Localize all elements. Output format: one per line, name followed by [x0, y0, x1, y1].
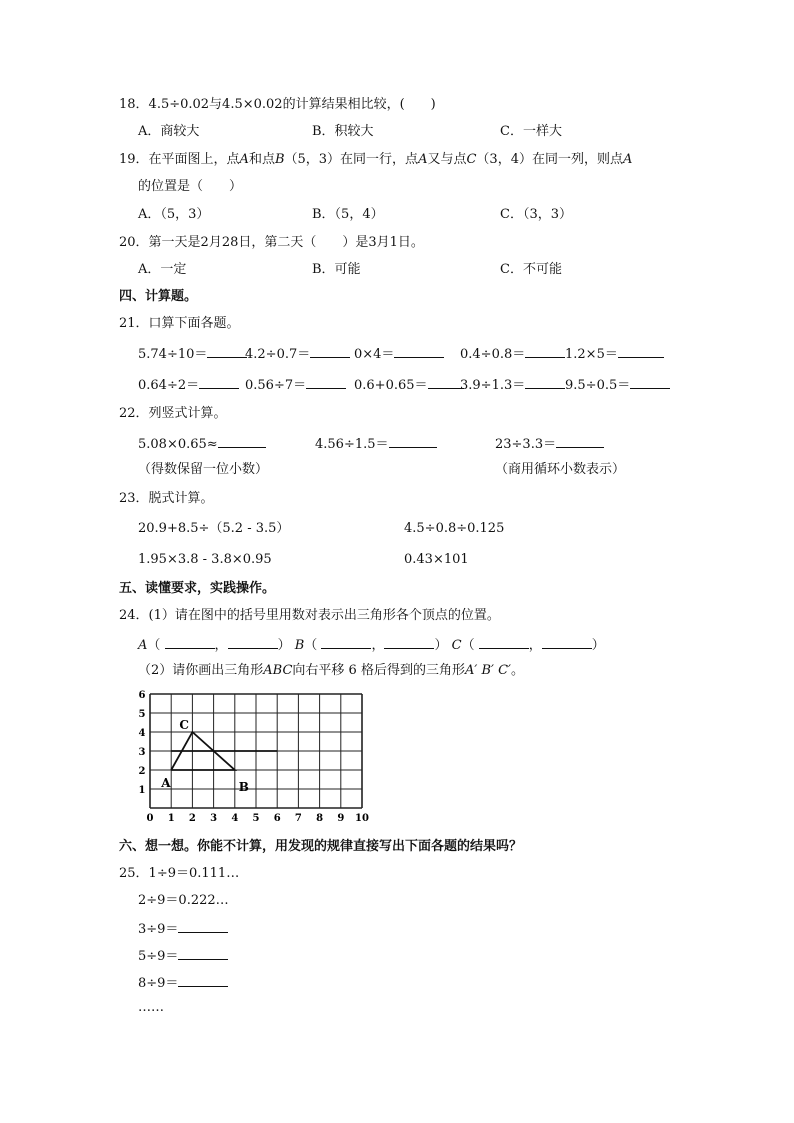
q25-l4-expr: 5÷9＝	[138, 949, 179, 964]
q19-point-b: B	[274, 152, 285, 167]
x-tick-label: 0	[146, 813, 154, 824]
q19-text-2: （5，3）在同一行，点	[284, 152, 419, 167]
q21-r1-c4	[460, 344, 565, 364]
vertex-b-y-blank[interactable]	[384, 635, 434, 649]
q21-r1-c5	[565, 344, 664, 364]
q19-text-and: 和点	[248, 152, 275, 167]
q20-option-c[interactable]: C．不可能	[500, 262, 562, 277]
q25-line-1: 25．1÷9＝0.111…	[119, 866, 240, 881]
vertex-b-label: B	[294, 638, 305, 653]
answer-blank[interactable]	[618, 344, 664, 358]
vertex-b-x-blank[interactable]	[321, 635, 371, 649]
q24-part2	[138, 662, 524, 680]
q19-text-3: 又与点	[427, 152, 467, 167]
q18-stem: 18．4.5÷0.02与4.5×0.02的计算结果相比较，( )	[119, 97, 436, 112]
y-tick-label: 1	[138, 785, 146, 796]
q22-problem-1	[138, 434, 266, 454]
q21-r2-c2-expr: 0.56÷7＝	[245, 378, 307, 393]
paren-close: ）	[434, 638, 448, 653]
vertex-a-label: A	[138, 638, 148, 653]
q25-l5-expr: 8÷9＝	[138, 976, 179, 991]
x-tick-label: 2	[188, 813, 196, 824]
vertex-a-marker: A	[161, 776, 171, 790]
x-tick-label: 4	[231, 813, 239, 824]
section-5-heading: 五、读懂要求，实践操作。	[119, 581, 276, 596]
x-tick-label: 6	[273, 813, 281, 824]
q25-ellipsis: ……	[138, 1000, 164, 1015]
q22-p2-expr: 4.56÷1.5＝	[315, 437, 389, 452]
q24-part2-text-a: （2）请你画出三角形	[138, 663, 264, 678]
q19-text-1: 19．在平面图上，点	[119, 152, 240, 167]
q22-note-1: （得数保留一位小数）	[138, 462, 269, 477]
answer-blank[interactable]	[525, 344, 565, 358]
paren-close: ）	[591, 638, 605, 653]
q23-problem-1: 20.9+8.5÷（5.2 - 3.5）	[138, 521, 290, 536]
answer-blank[interactable]	[556, 434, 604, 448]
x-tick-label: 10	[355, 813, 369, 824]
answer-blank[interactable]	[428, 375, 464, 389]
vertex-c-y-blank[interactable]	[542, 635, 592, 649]
q18-option-b[interactable]: B．积较大	[312, 124, 374, 139]
vertex-c-x-blank[interactable]	[479, 635, 529, 649]
q22-problem-3	[495, 434, 604, 454]
q23-problem-3: 1.95×3.8 - 3.8×0.95	[138, 552, 272, 567]
q21-r1-c2-expr: 4.2÷0.7＝	[245, 347, 311, 362]
q21-r2-c5-expr: 9.5÷0.5＝	[565, 378, 631, 393]
paren-open: （	[147, 638, 161, 653]
x-tick-label: 1	[167, 813, 175, 824]
q21-r1-c1	[138, 344, 247, 364]
q18-option-a[interactable]: A．商较大	[138, 124, 200, 139]
q19-text-4: （3，4）在同一列，则点	[476, 152, 623, 167]
x-tick-label: 8	[316, 813, 324, 824]
q22-note-2: （商用循环小数表示）	[495, 462, 626, 477]
answer-blank[interactable]	[218, 434, 266, 448]
x-tick-label: 5	[252, 813, 260, 824]
answer-blank[interactable]	[178, 919, 228, 933]
q21-r1-c5-expr: 1.2×5＝	[565, 347, 618, 362]
vertex-b-marker: B	[238, 780, 249, 794]
q22-problem-2	[315, 434, 437, 454]
q20-option-b[interactable]: B．可能	[312, 262, 361, 277]
q19-option-c[interactable]: C．（3，3）	[500, 207, 572, 222]
q18-option-c[interactable]: C．一样大	[500, 124, 562, 139]
q24-part2-text-c: 。	[510, 663, 524, 678]
q24-stem: 24．(1）请在图中的括号里用数对表示出三角形各个顶点的位置。	[119, 608, 500, 623]
answer-blank[interactable]	[178, 946, 228, 960]
q23-stem: 23．脱式计算。	[119, 491, 214, 506]
q22-p3-expr: 23÷3.3＝	[495, 437, 557, 452]
y-tick-label: 4	[138, 728, 146, 739]
q21-r1-c4-expr: 0.4÷0.8＝	[460, 347, 526, 362]
q21-r2-c3	[354, 375, 464, 395]
q21-r2-c3-expr: 0.6+0.65＝	[354, 378, 428, 393]
q19-point-a: A	[239, 152, 249, 167]
vertex-a-x-blank[interactable]	[165, 635, 215, 649]
triangle-abc-label: ABC	[263, 663, 293, 678]
q21-r1-c1-expr: 5.74÷10＝	[138, 347, 208, 362]
answer-blank[interactable]	[199, 375, 239, 389]
q19-point-c: C	[466, 152, 477, 167]
q24-part2-text-b: 向右平移 6 格后得到的三角形	[292, 663, 465, 678]
q19-option-b[interactable]: B．（5，4）	[312, 207, 384, 222]
q21-r2-c1-expr: 0.64÷2＝	[138, 378, 200, 393]
comma: ，	[528, 638, 542, 653]
y-tick-label: 3	[138, 747, 146, 758]
answer-blank[interactable]	[310, 344, 350, 358]
q21-r2-c2	[245, 375, 346, 395]
paren-open: （	[304, 638, 318, 653]
x-tick-label: 9	[337, 813, 345, 824]
q19-point-a3: A	[622, 152, 633, 167]
vertex-c-marker: C	[179, 718, 189, 732]
q19-stem	[119, 151, 632, 169]
q21-r2-c4-expr: 3.9÷1.3＝	[460, 378, 526, 393]
answer-blank[interactable]	[525, 375, 565, 389]
triangle-prime-label: A′ B′ C′	[464, 663, 511, 678]
comma: ，	[214, 638, 228, 653]
q21-r1-c3-expr: 0×4＝	[354, 347, 395, 362]
section-6-heading: 六、想一想。你能不计算，用发现的规律直接写出下面各题的结果吗？	[119, 839, 523, 854]
answer-blank[interactable]	[630, 375, 670, 389]
q22-p1-expr: 5.08×0.65≈	[138, 437, 218, 452]
vertex-c-label: C	[451, 638, 462, 653]
y-tick-label: 5	[138, 709, 146, 720]
q21-stem: 21．口算下面各题。	[119, 316, 240, 331]
answer-blank[interactable]	[389, 434, 437, 448]
q21-r2-c1	[138, 375, 239, 395]
q25-line-2: 2÷9＝0.222…	[138, 893, 229, 908]
y-tick-label: 6	[138, 690, 146, 701]
answer-blank[interactable]	[178, 973, 228, 987]
q25-line-3	[138, 919, 228, 939]
comma: ，	[371, 638, 385, 653]
answer-blank[interactable]	[207, 344, 247, 358]
q20-option-a[interactable]: A．一定	[138, 262, 187, 277]
answer-blank[interactable]	[306, 375, 346, 389]
section-4-heading: 四、计算题。	[119, 289, 198, 304]
q23-problem-4: 0.43×101	[404, 552, 469, 567]
q20-stem: 20．第一天是2月28日，第二天（ ）是3月1日。	[119, 235, 424, 250]
vertex-a-y-blank[interactable]	[228, 635, 278, 649]
q19-point-a2: A	[418, 152, 428, 167]
q21-r1-c2	[245, 344, 350, 364]
q25-line-5	[138, 973, 228, 993]
q25-line-4	[138, 946, 228, 966]
q24-coordinates	[138, 635, 605, 655]
q19-stem-line2: 的位置是（ ）	[138, 179, 243, 194]
paren-close: ）	[277, 638, 291, 653]
q19-option-a[interactable]: A．（5，3）	[138, 207, 210, 222]
q22-stem: 22．列竖式计算。	[119, 406, 227, 421]
paren-open: （	[461, 638, 475, 653]
q21-r2-c4	[460, 375, 565, 395]
coordinate-grid-figure[interactable]	[138, 688, 378, 824]
answer-blank[interactable]	[394, 344, 444, 358]
q25-l3-expr: 3÷9＝	[138, 922, 179, 937]
x-tick-label: 3	[210, 813, 218, 824]
x-tick-label: 7	[294, 813, 302, 824]
y-tick-label: 2	[138, 766, 146, 777]
q23-problem-2: 4.5÷0.8÷0.125	[404, 521, 505, 536]
q21-r1-c3	[354, 344, 444, 364]
q21-r2-c5	[565, 375, 670, 395]
